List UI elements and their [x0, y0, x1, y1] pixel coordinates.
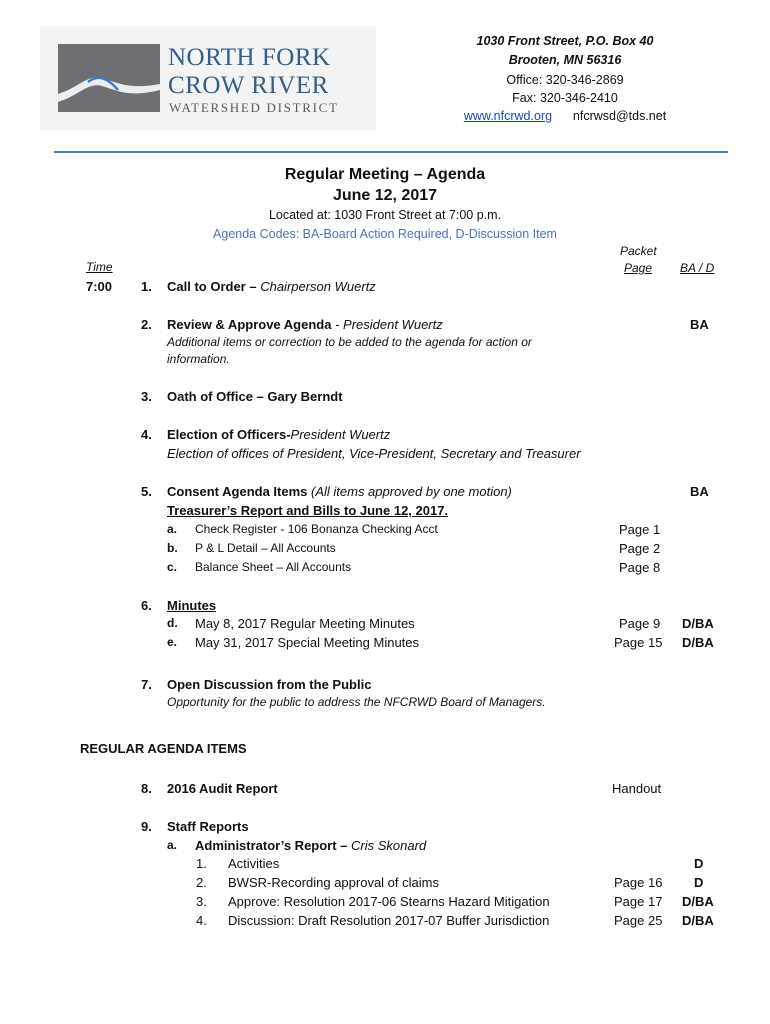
item-9a1-number: 1. — [196, 856, 207, 871]
item-6e-code: D/BA — [682, 635, 714, 650]
item-6d-page: Page 9 — [619, 616, 661, 631]
time-column-header: Time — [86, 260, 113, 274]
item-9a2-number: 2. — [196, 875, 207, 890]
item-5: Consent Agenda Items (All items approved by one motion) — [167, 484, 512, 499]
fax-number: Fax: 320-346-2410 — [512, 91, 618, 105]
item-7-note: Opportunity for the public to address the NFCRWD Board of Managers. — [167, 695, 546, 709]
item-2-code: BA — [690, 317, 709, 332]
item-9a3-page: Page 17 — [614, 894, 663, 909]
regular-agenda-heading: REGULAR AGENDA ITEMS — [80, 741, 247, 756]
item-2: Review & Approve Agenda - President Wuertz — [167, 317, 443, 332]
item-8-page: Handout — [612, 781, 662, 796]
item-5b-letter: b. — [167, 541, 178, 555]
packet-column-header: Packet — [620, 244, 657, 258]
email-address: nfcrwsd@tds.net — [572, 109, 667, 123]
item-2-note-line-1: Additional items or correction to be added to the agenda for action or — [167, 335, 532, 349]
item-5c-page: Page 8 — [619, 560, 661, 575]
item-5a-page: Page 1 — [619, 522, 661, 537]
item-5-number: 5. — [141, 484, 152, 499]
item-1: Call to Order – Chairperson Wuertz — [167, 279, 376, 294]
item-9: Staff Reports — [167, 819, 249, 834]
item-9a2-page: Page 16 — [614, 875, 663, 890]
item-6e-page: Page 15 — [614, 635, 663, 650]
item-9a2-text: BWSR-Recording approval of claims — [228, 875, 439, 890]
address-line-1: 1030 Front Street, P.O. Box 40 — [476, 34, 654, 48]
item-3-number: 3. — [141, 389, 152, 404]
item-9a3-number: 3. — [196, 894, 207, 909]
logo-line-2: CROW RIVER — [168, 72, 329, 99]
item-6d-text: May 8, 2017 Regular Meeting Minutes — [195, 616, 415, 631]
item-6d-code: D/BA — [682, 616, 714, 631]
meeting-location: Located at: 1030 Front Street at 7:00 p.m. — [268, 208, 502, 222]
item-9a-letter: a. — [167, 838, 178, 852]
time-value: 7:00 — [86, 279, 113, 294]
item-6-number: 6. — [141, 598, 152, 613]
item-9a1-code: D — [694, 856, 704, 871]
item-9a4-text: Discussion: Draft Resolution 2017-07 Buffer Jurisdiction — [228, 913, 550, 928]
agenda-codes: Agenda Codes: BA-Board Action Required, D-Discussion Item — [213, 227, 557, 241]
item-5b-text: P & L Detail – All Accounts — [195, 541, 336, 555]
logo-line-3: WATERSHED DISTRICT — [169, 100, 339, 115]
item-4: Election of Officers-President Wuertz — [167, 427, 391, 442]
header-divider — [54, 151, 728, 153]
logo-line-1: NORTH FORK — [168, 44, 331, 71]
website-link[interactable]: www.nfcrwd.org — [463, 109, 553, 123]
item-2-note-line-2: information. — [167, 352, 230, 366]
item-9a4-code: D/BA — [682, 913, 714, 928]
contact-line — [420, 109, 710, 123]
item-2-number: 2. — [141, 317, 152, 332]
item-6d-letter: d. — [167, 616, 178, 630]
item-7-number: 7. — [141, 677, 152, 692]
item-5-code: BA — [690, 484, 709, 499]
item-9a3-text: Approve: Resolution 2017-06 Stearns Hazard Mitigation — [228, 894, 550, 909]
item-6e-text: May 31, 2017 Special Meeting Minutes — [195, 635, 420, 650]
office-phone: Office: 320-346-2869 — [506, 73, 624, 87]
page-column-header: Page — [624, 261, 653, 275]
item-5b-page: Page 2 — [619, 541, 661, 556]
item-8: 2016 Audit Report — [167, 781, 278, 796]
item-4-number: 4. — [141, 427, 152, 442]
item-9-number: 9. — [141, 819, 152, 834]
item-8-number: 8. — [141, 781, 152, 796]
item-9a4-page: Page 25 — [614, 913, 663, 928]
item-5c-text: Balance Sheet – All Accounts — [195, 560, 352, 574]
code-column-header: BA / D — [680, 261, 715, 275]
item-6: Minutes — [167, 598, 217, 613]
item-5c-letter: c. — [167, 560, 178, 574]
meeting-date: June 12, 2017 — [332, 187, 438, 204]
item-7: Open Discussion from the Public — [167, 677, 372, 692]
item-1-number: 1. — [141, 279, 152, 294]
item-5a-text: Check Register - 106 Bonanza Checking Acct — [195, 522, 438, 536]
item-3: Oath of Office – Gary Berndt — [167, 389, 343, 404]
item-4-note: Election of offices of President, Vice-President, Secretary and Treasurer — [167, 446, 581, 461]
item-5a-letter: a. — [167, 522, 178, 536]
item-6e-letter: e. — [167, 635, 178, 649]
item-5-subtitle: Treasurer’s Report and Bills to June 12, 2017. — [167, 503, 449, 518]
river-logo-icon — [58, 44, 160, 112]
item-9a: Administrator’s Report – Cris Skonard — [195, 838, 427, 853]
page-title: Regular Meeting – Agenda — [284, 166, 486, 183]
item-9a1-text: Activities — [228, 856, 280, 871]
item-9a3-code: D/BA — [682, 894, 714, 909]
item-9a4-number: 4. — [196, 913, 207, 928]
address-line-2: Brooten, MN 56316 — [508, 53, 622, 67]
item-9a2-code: D — [694, 875, 704, 890]
